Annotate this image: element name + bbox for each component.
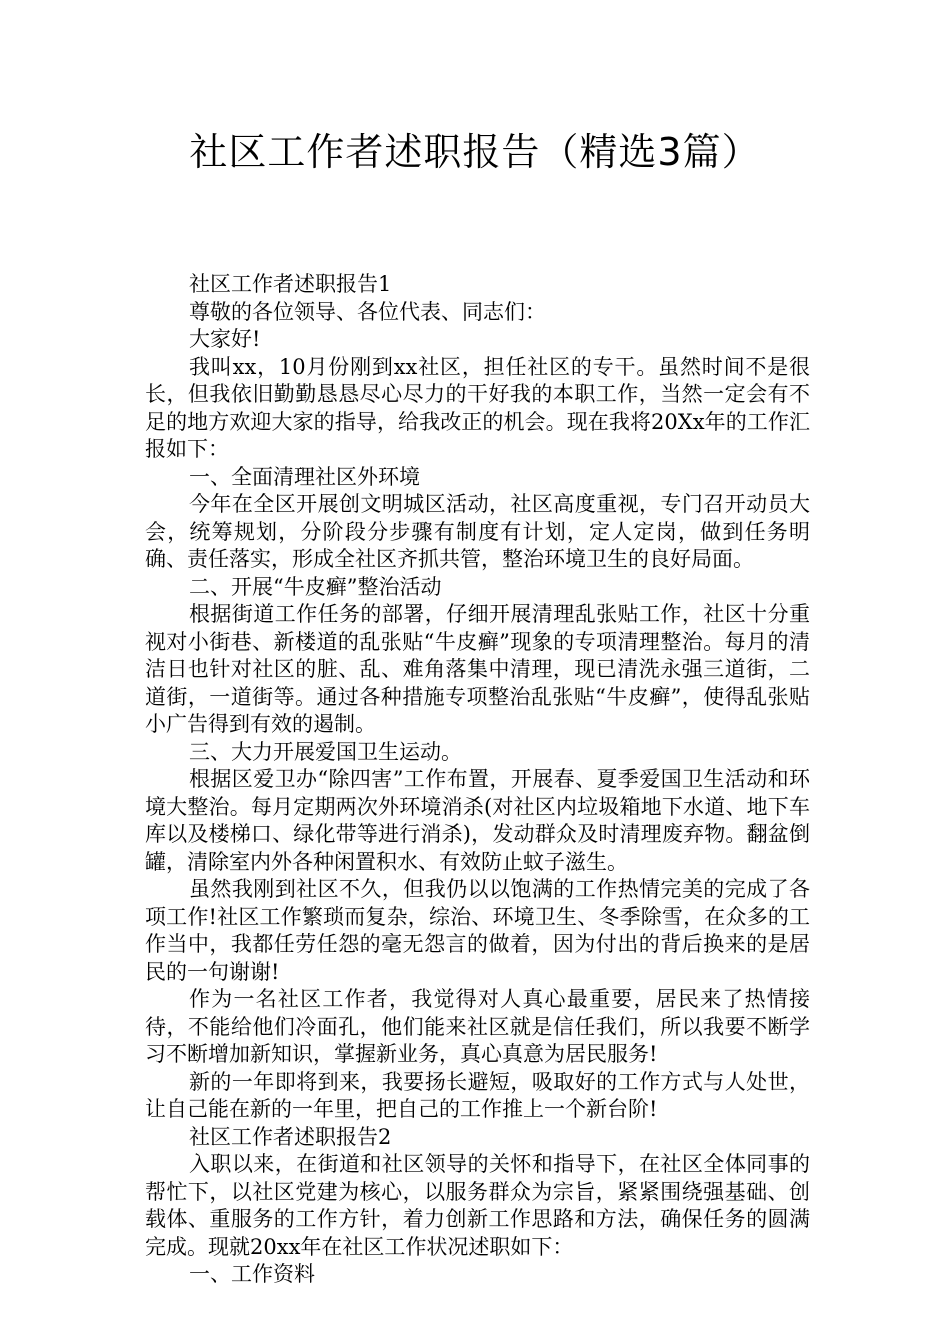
- report-1-heading: 社区工作者述职报告1: [189, 272, 392, 296]
- greeting: 大家好!: [189, 327, 261, 351]
- report-2-heading: 社区工作者述职报告2: [189, 1124, 392, 1149]
- section-heading-2: 二、开展“牛皮癣”整治活动: [189, 574, 442, 599]
- document-body: [145, 271, 810, 1289]
- salutation: 尊敬的各位领导、各位代表、同志们：: [189, 299, 546, 324]
- report-2-section-heading-1: 一、工作资料: [189, 1262, 315, 1286]
- intro-paragraph: 我叫xx，10月份刚到xx社区，担任社区的专干。虽然时间不是很长，但我依旧勤勤恳恳尽心尽力的干好我的本职工作，当然一定会有不足的地方欢迎大家的指导，给我改正的机会。现在我将20Xx年的工作汇报如下：: [145, 354, 810, 461]
- section-heading-1: 一、全面清理社区外环境: [189, 464, 420, 489]
- summary-paragraph-1: 虽然我刚到社区不久，但我仍以以饱满的工作热情完美的完成了各项工作!社区工作繁琐而复杂，综治、环境卫生、冬季除雪，在众多的工作当中，我都任劳任怨的毫无怨言的做着，因为付出的背后换来的是居民的一句谢谢!: [145, 877, 810, 984]
- document-title: 社区工作者述职报告（精选3篇）: [189, 130, 761, 174]
- summary-paragraph-3: 新的一年即将到来，我要扬长避短，吸取好的工作方式与人处世，让自己能在新的一年里，把自己的工作推上一个新台阶!: [145, 1069, 810, 1121]
- section-3-paragraph: 根据区爱卫办“除四害”工作布置，开展春、夏季爱国卫生活动和环境大整治。每月定期两次外环境消杀(对社区内垃圾箱地下水道、地下车库以及楼梯口、绿化带等进行消杀)，发动群众及时清理废弃物。翻盆倒罐，清除室内外各种闲置积水、有效防止蚊子滋生。: [145, 767, 810, 874]
- summary-paragraph-2: 作为一名社区工作者，我觉得对人真心最重要，居民来了热情接待，不能给他们冷面孔，他们能来社区就是信任我们，所以我要不断学习不断增加新知识，掌握新业务，真心真意为居民服务!: [145, 987, 810, 1066]
- section-1-paragraph: 今年在全区开展创文明城区活动，社区高度重视，专门召开动员大会，统筹规划，分阶段分步骤有制度有计划，定人定岗，做到任务明确、责任落实，形成全社区齐抓共管，整治环境卫生的良好局面。: [145, 492, 810, 571]
- report-2-intro-paragraph: 入职以来，在街道和社区领导的关怀和指导下，在社区全体同事的帮忙下，以社区党建为核心，以服务群众为宗旨，紧紧围绕强基础、创载体、重服务的工作方针，着力创新工作思路和方法，确保任务的圆满完成。现就20xx年在社区工作状况述职如下：: [145, 1152, 810, 1259]
- section-2-paragraph: 根据街道工作任务的部署，仔细开展清理乱张贴工作，社区十分重视对小街巷、新楼道的乱张贴“牛皮癣”现象的专项清理整治。每月的清洁日也针对社区的脏、乱、难角落集中清理，现已清洗永强三道街，二道街，一道街等。通过各种措施专项整治乱张贴“牛皮癣”，使得乱张贴小广告得到有效的遏制。: [145, 602, 810, 736]
- section-heading-3: 三、大力开展爱国卫生运动。: [189, 739, 462, 764]
